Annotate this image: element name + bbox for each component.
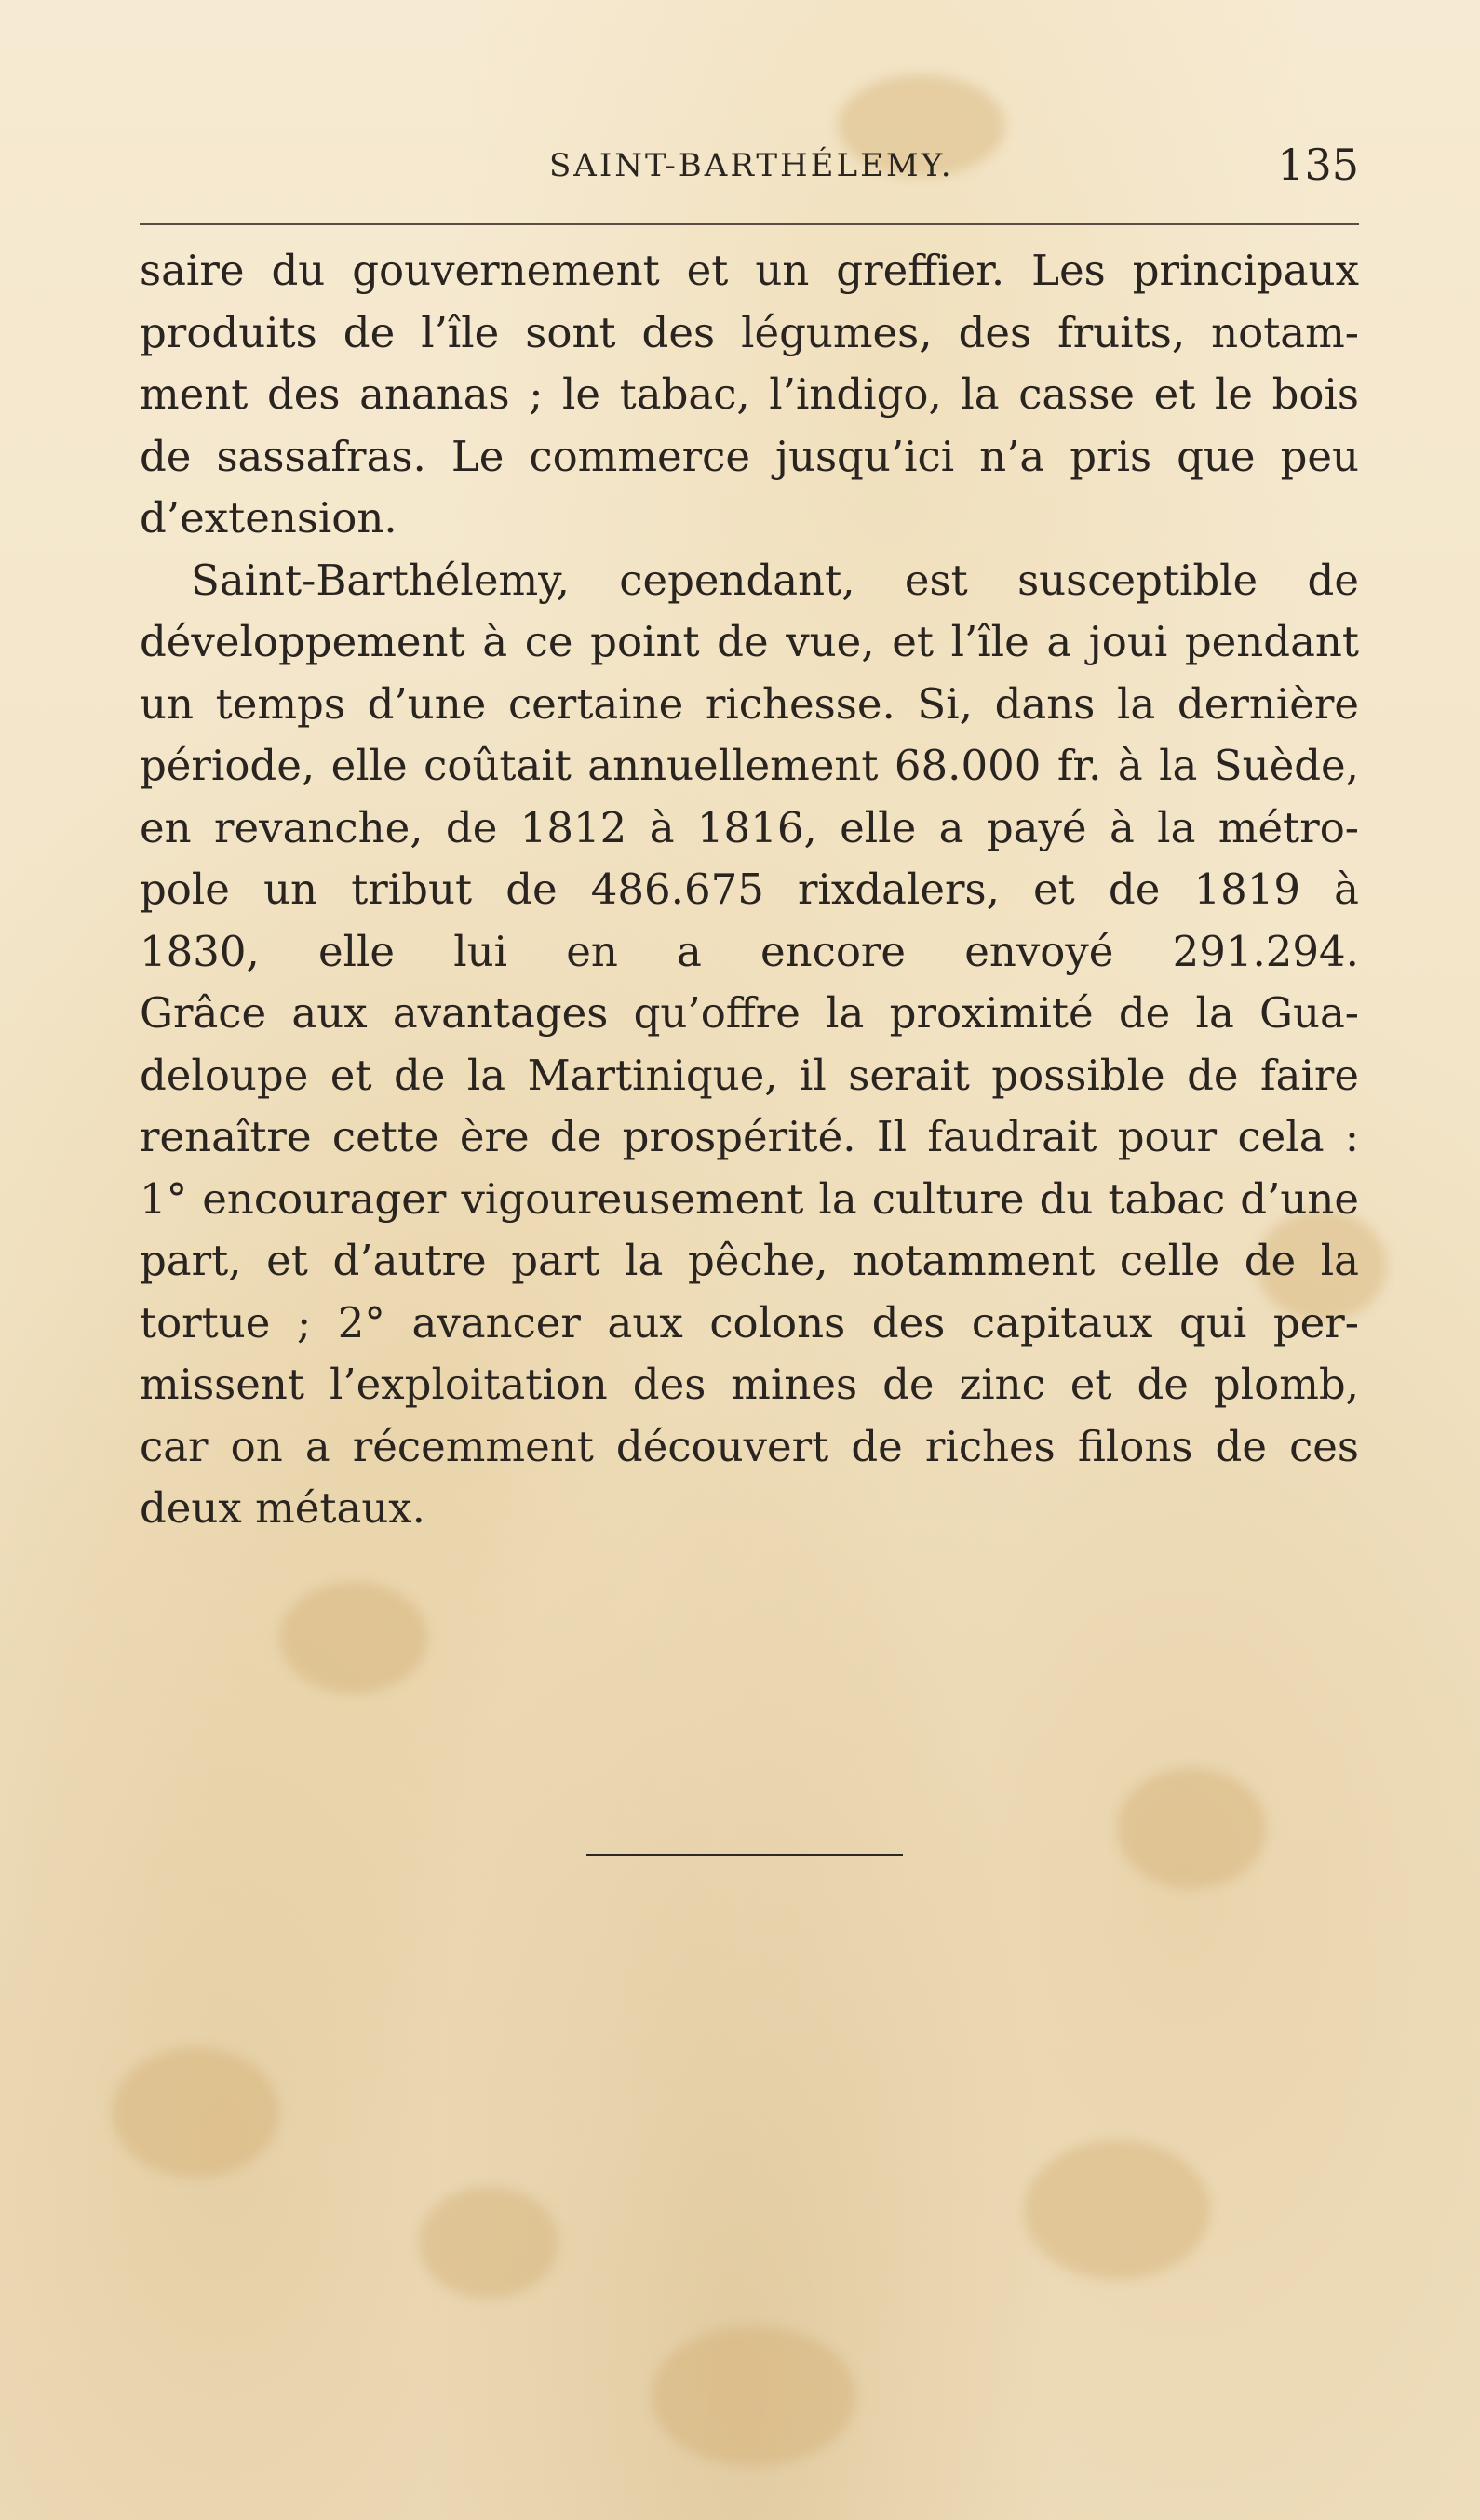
- foxing-stain: [1024, 2140, 1210, 2280]
- text-line: deloupe et de la Martinique, il serait possible de faire: [140, 1050, 1359, 1100]
- foxing-stain: [112, 2047, 279, 2178]
- page-number: 135: [1277, 140, 1359, 190]
- foxing-stain: [279, 1582, 428, 1694]
- text-line: Saint-Barthélemy, cependant, est susceptible de: [191, 555, 1359, 605]
- text-line: pole un tribut de 486.675 rixdalers, et de 1819 à: [140, 865, 1359, 914]
- text-line: un temps d’une certaine richesse. Si, dans la dernière: [140, 678, 1359, 729]
- text-line: 1° encourager vigoureusement la culture du tabac d’une: [140, 1173, 1359, 1224]
- text-line: développement à ce point de vue, et l’île a joui pendant: [140, 617, 1359, 666]
- text-line: 1830, elle lui en a encore envoyé 291.294.: [140, 926, 1359, 976]
- text-line: car on a récemment découvert de riches filons de ces: [140, 1421, 1359, 1471]
- text-line: saire du gouvernement et un greffier. Les principaux: [140, 246, 1359, 295]
- text-line: tortue ; 2° avancer aux colons des capitaux qui per-: [140, 1297, 1359, 1347]
- header-rule: [140, 223, 1359, 225]
- text-line: en revanche, de 1812 à 1816, elle a payé à la métro-: [140, 802, 1359, 852]
- end-rule: [586, 1854, 903, 1856]
- text-line: ment des ananas ; le tabac, l’indigo, la casse et le bois: [140, 369, 1359, 419]
- text-line: missent l’exploitation des mines de zinc et de plomb,: [140, 1360, 1359, 1409]
- foxing-stain: [419, 2187, 558, 2299]
- running-header: [140, 140, 1359, 195]
- text-line: part, et d’autre part la pêche, notamment celle de la: [140, 1236, 1359, 1285]
- text-line: deux métaux.: [140, 1483, 425, 1533]
- foxing-stain: [1117, 1768, 1266, 1889]
- text-line: renaître cette ère de prospérité. Il faudrait pour cela :: [140, 1112, 1359, 1161]
- body-text: [140, 240, 1359, 1540]
- text-line: produits de l’île sont des légumes, des fruits, notam-: [140, 307, 1359, 357]
- running-title: SAINT-BARTHÉLEMY.: [549, 147, 954, 184]
- text-line: période, elle coûtait annuellement 68.000 fr. à la Suède,: [140, 741, 1359, 790]
- text-line: Grâce aux avantages qu’offre la proximité de la Gua-: [140, 988, 1359, 1038]
- foxing-stain: [652, 2326, 856, 2466]
- text-line: de sassafras. Le commerce jusqu’ici n’a pris que peu: [140, 431, 1359, 481]
- text-line: d’extension.: [140, 493, 397, 543]
